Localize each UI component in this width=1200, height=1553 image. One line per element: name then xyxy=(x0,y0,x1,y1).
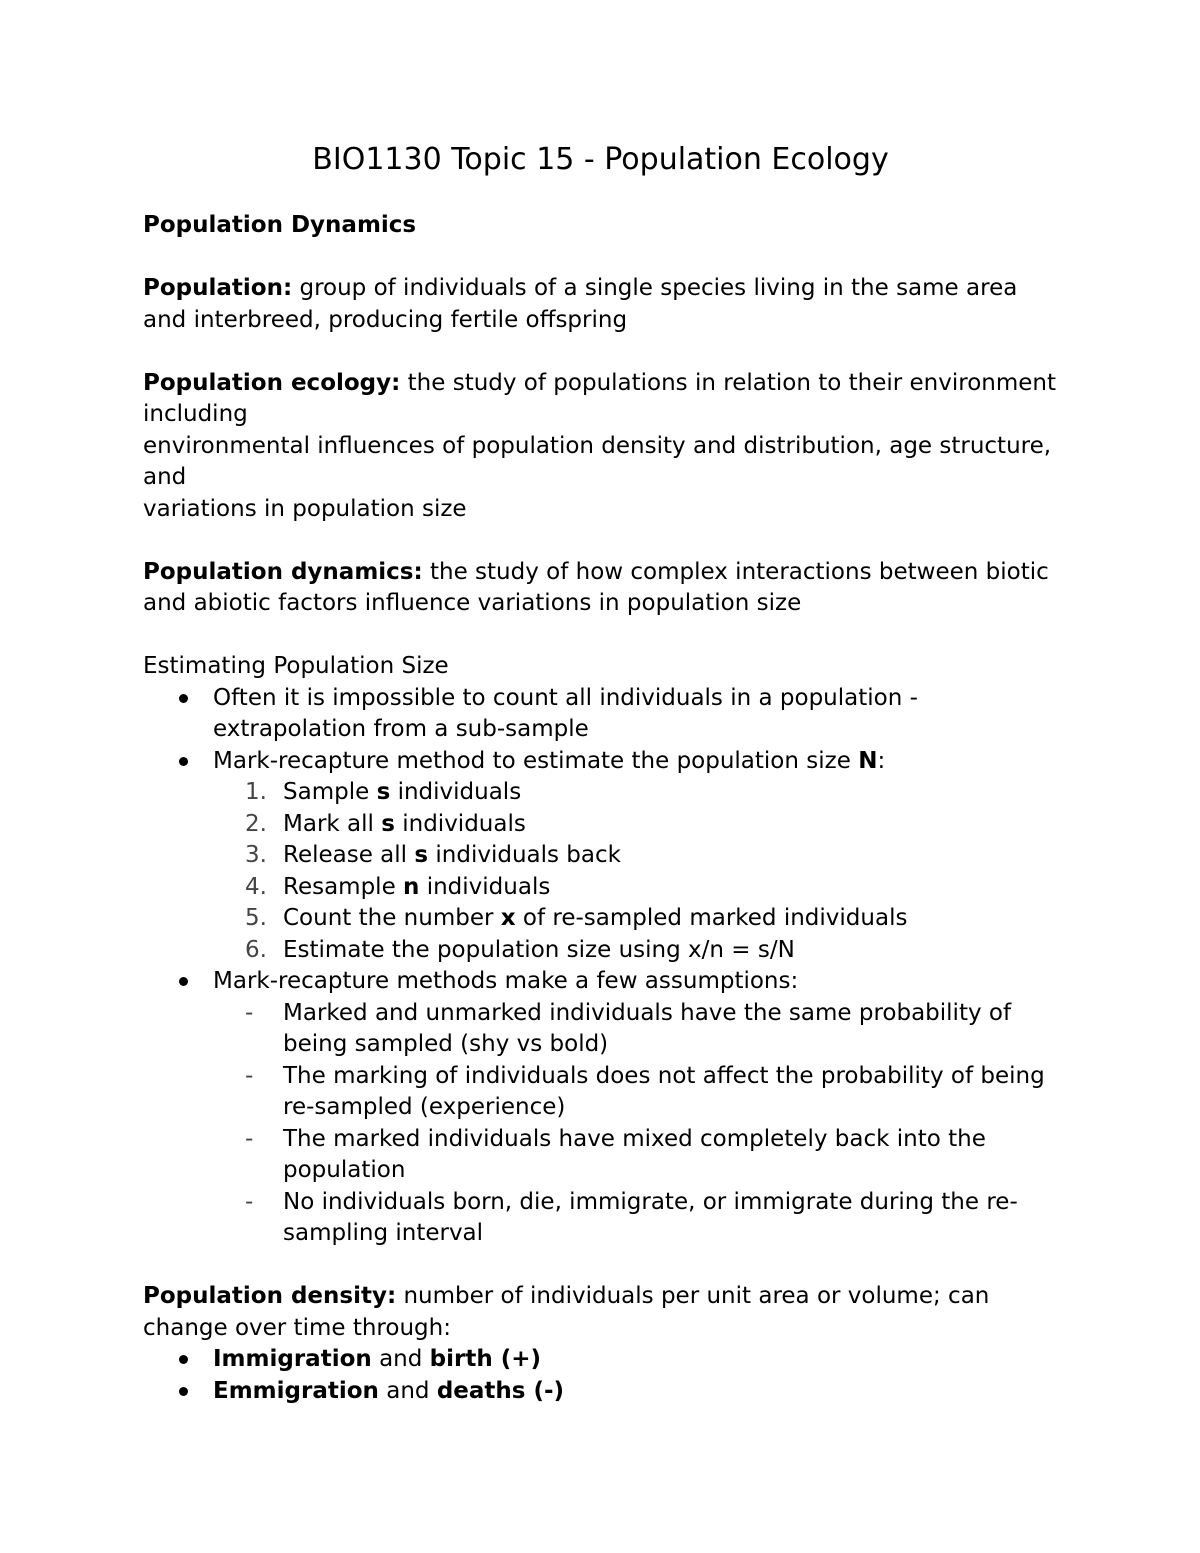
definition-population-density xyxy=(143,1281,1063,1344)
document-title: BIO1130 Topic 15 - Population Ecology xyxy=(312,142,889,177)
step-item: 4. Resample n individuals xyxy=(245,873,551,900)
definition-population xyxy=(143,273,1063,336)
assumption-item: - The marking of individuals does not affect the probability of being re-sampled (experience) xyxy=(245,1062,1045,1120)
definition-line: variations in population size xyxy=(143,495,467,522)
bullet-icon xyxy=(179,694,188,703)
term: Population: xyxy=(143,275,293,301)
section-heading: Population Dynamics xyxy=(143,212,417,238)
step-item: 3. Release all s individuals back xyxy=(245,842,621,868)
step-item: 1. Sample s individuals xyxy=(245,779,522,805)
list-item: Mark-recapture methods make a few assumptions: - Marked and unmarked individuals have the same probability of being sampled (shy vs bold) - The marking of individuals does not affect the probability of being re-sampled (experience) - The marked individuals have mixed completely back into the population - No individuals born, die, immigrate, or immigrate during the re-sampling interval xyxy=(143,966,1063,1250)
dash-icon: - xyxy=(245,999,254,1026)
step-item: 5. Count the number x of re-sampled marked individuals xyxy=(245,905,908,931)
bullet-icon xyxy=(179,977,188,986)
estimating-list xyxy=(143,683,1063,1250)
estimating-heading: Estimating Population Size xyxy=(143,653,449,679)
definition-line: environmental influences of population density and distribution, age structure, and xyxy=(143,432,1052,490)
density-list xyxy=(143,1344,1063,1407)
definition-population-ecology xyxy=(143,368,1063,431)
definition-text: the study of how complex interactions between biotic and abiotic factors influence variations in population size xyxy=(143,558,1049,616)
term: Population ecology: xyxy=(143,369,401,396)
list-item: Emmigration and deaths (-) xyxy=(143,1376,1063,1408)
assumption-item: - No individuals born, die, immigrate, or immigrate during the re-sampling interval xyxy=(245,1188,1018,1246)
dash-icon: - xyxy=(245,1125,254,1152)
definition-text: number of individuals per unit area or volume; can change over time through: xyxy=(143,1283,990,1341)
step-item: 2. Mark all s individuals xyxy=(245,810,526,837)
bullet-icon xyxy=(179,757,188,766)
list-item: Immigration and birth (+) xyxy=(143,1344,1063,1376)
term: Population density: xyxy=(143,1283,397,1309)
list-item: Often it is impossible to count all individuals in a population - extrapolation from a sub-sample xyxy=(143,683,1063,746)
list-item: Mark-recapture method to estimate the population size N: 1. Sample s individuals 2. Mark all s individuals 3. Release all s individuals back 4. Resample n individuals 5. Count the number x of re-sampled marked individuals 6. Estimate the population size using x/n = s/N xyxy=(143,746,1063,967)
bullet-icon xyxy=(179,1355,188,1364)
step-item: 6. Estimate the population size using x/n = s/N xyxy=(245,936,795,963)
definition-text: the study of populations in relation to their environment including xyxy=(143,369,1056,427)
assumption-item: - The marked individuals have mixed completely back into the population xyxy=(245,1125,986,1183)
assumption-item: - Marked and unmarked individuals have the same probability of being sampled (shy vs bold) xyxy=(245,999,1012,1057)
definition-text: group of individuals of a single species living in the same area and interbreed, producing fertile offspring xyxy=(143,275,1018,333)
definition-population-dynamics xyxy=(143,557,1063,620)
bullet-icon xyxy=(179,1387,188,1396)
term: Population dynamics: xyxy=(143,558,423,585)
dash-icon: - xyxy=(245,1188,254,1215)
steps-list xyxy=(213,777,1063,966)
document-page xyxy=(143,136,1063,1407)
dash-icon: - xyxy=(245,1062,254,1089)
assumptions-list xyxy=(213,998,1063,1250)
